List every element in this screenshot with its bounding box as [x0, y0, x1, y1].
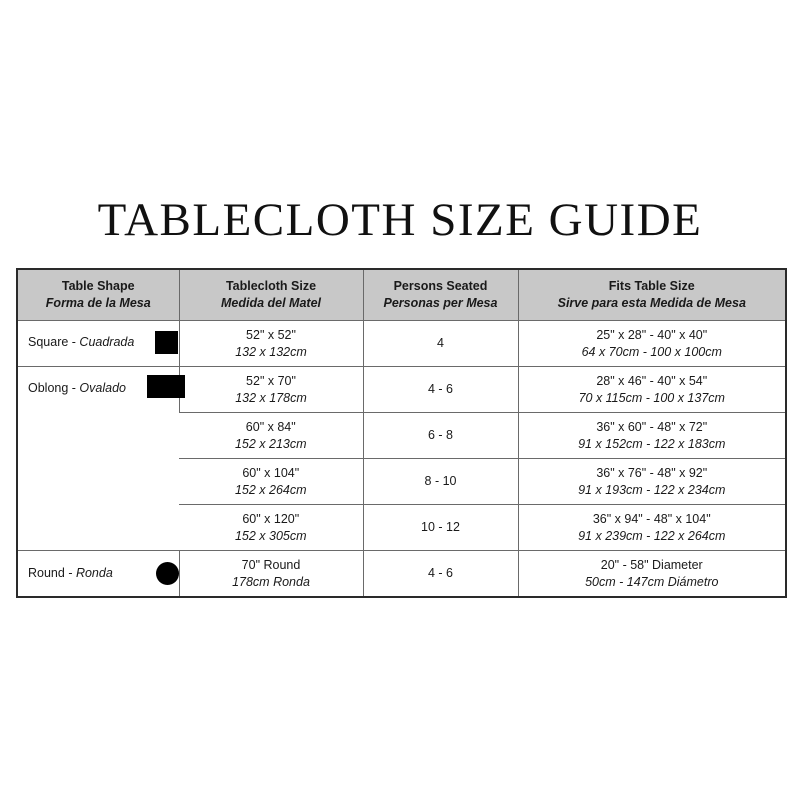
- header-en: Fits Table Size: [608, 279, 695, 293]
- size-inches: 52" x 70": [246, 373, 296, 388]
- shape-cell-round: [17, 551, 179, 598]
- size-inches: 60" x 84": [245, 419, 296, 434]
- shape-name-es: Ronda: [75, 566, 113, 580]
- fits-inches: 28" x 46" - 40" x 54": [596, 373, 708, 388]
- fits-cm: 64 x 70cm - 100 x 100cm: [581, 344, 722, 359]
- fits-cm: 91 x 239cm - 122 x 264cm: [578, 528, 726, 543]
- shape-cell-square: [17, 321, 179, 367]
- tablecloth-size-cell: [179, 367, 363, 413]
- header-row: [17, 269, 786, 321]
- persons-cell: [363, 505, 518, 551]
- tablecloth-size-cell: [179, 459, 363, 505]
- fits-inches: 36" x 60" - 48" x 72": [596, 419, 708, 434]
- persons-value: 8 - 10: [424, 474, 457, 488]
- page-title: TABLECLOTH SIZE GUIDE: [97, 194, 703, 246]
- fits-cell: [518, 459, 786, 505]
- tablecloth-size-cell: [179, 321, 363, 367]
- header-es: Personas per Mesa: [383, 296, 498, 310]
- fits-cm: 91 x 152cm - 122 x 183cm: [578, 436, 726, 451]
- shape-name-en: Round: [28, 566, 65, 580]
- header-es: Medida del Matel: [220, 296, 322, 310]
- shape-label: [28, 565, 113, 582]
- header-persons-seated: [363, 269, 518, 321]
- persons-value: 10 - 12: [421, 520, 460, 534]
- persons-value: 4 - 6: [427, 382, 453, 396]
- header-tablecloth-size: [179, 269, 363, 321]
- fits-cell: [518, 551, 786, 598]
- persons-value: 4: [437, 336, 444, 350]
- fits-cell: [518, 505, 786, 551]
- shape-label: [28, 380, 126, 397]
- size-guide-table: [16, 268, 787, 598]
- shape-name-es: Ovalado: [79, 381, 126, 395]
- shape-name-es: Cuadrada: [79, 335, 135, 349]
- header-en: Tablecloth Size: [225, 279, 317, 293]
- shape-name-en: Square: [28, 335, 69, 349]
- oblong-shape-icon: [147, 375, 185, 398]
- size-cm: 132 x 178cm: [235, 390, 307, 405]
- persons-cell: [363, 413, 518, 459]
- table-row: [17, 551, 786, 598]
- fits-cell: [518, 413, 786, 459]
- header-en: Table Shape: [61, 279, 135, 293]
- tablecloth-size-cell: [179, 505, 363, 551]
- fits-cm: 50cm - 147cm Diámetro: [585, 574, 719, 589]
- size-cm: 152 x 264cm: [234, 482, 307, 497]
- size-cm: 152 x 213cm: [234, 436, 307, 451]
- fits-inches: 20" - 58" Diameter: [600, 557, 703, 572]
- tablecloth-size-cell: [179, 413, 363, 459]
- persons-cell: [363, 459, 518, 505]
- size-cm: 178cm Ronda: [232, 574, 310, 589]
- fits-cm: 91 x 193cm - 122 x 234cm: [578, 482, 726, 497]
- fits-cell: [518, 321, 786, 367]
- table-row: [17, 321, 786, 367]
- persons-value: 4 - 6: [427, 566, 453, 580]
- size-inches: 52" x 52": [246, 327, 296, 342]
- size-inches: 70" Round: [241, 557, 301, 572]
- header-fits-table-size: [518, 269, 786, 321]
- persons-cell: [363, 321, 518, 367]
- size-cm: 132 x 132cm: [235, 344, 307, 359]
- size-inches: 60" x 104": [242, 465, 300, 480]
- circle-shape-icon: [156, 562, 179, 585]
- size-inches: 60" x 120": [242, 511, 300, 526]
- tablecloth-size-cell: [179, 551, 363, 598]
- fits-inches: 25" x 28" - 40" x 40": [596, 327, 708, 342]
- shape-name-en: Oblong: [28, 381, 69, 395]
- persons-cell: [363, 551, 518, 598]
- persons-cell: [363, 367, 518, 413]
- shape-cell-oblong: [17, 367, 179, 551]
- fits-cm: 70 x 115cm - 100 x 137cm: [578, 390, 725, 405]
- shape-separator: -: [68, 381, 80, 395]
- size-cm: 152 x 305cm: [234, 528, 307, 543]
- header-es: Sirve para esta Medida de Mesa: [557, 296, 746, 310]
- square-shape-icon: [155, 331, 178, 354]
- header-es: Forma de la Mesa: [45, 296, 151, 310]
- shape-label: [28, 334, 134, 351]
- table-row: [17, 367, 786, 413]
- shape-separator: -: [64, 566, 76, 580]
- persons-value: 6 - 8: [427, 428, 453, 442]
- fits-inches: 36" x 76" - 48" x 92": [596, 465, 708, 480]
- header-table-shape: [17, 269, 179, 321]
- shape-separator: -: [68, 335, 80, 349]
- fits-inches: 36" x 94" - 48" x 104": [592, 511, 711, 526]
- fits-cell: [518, 367, 786, 413]
- header-en: Persons Seated: [393, 279, 488, 293]
